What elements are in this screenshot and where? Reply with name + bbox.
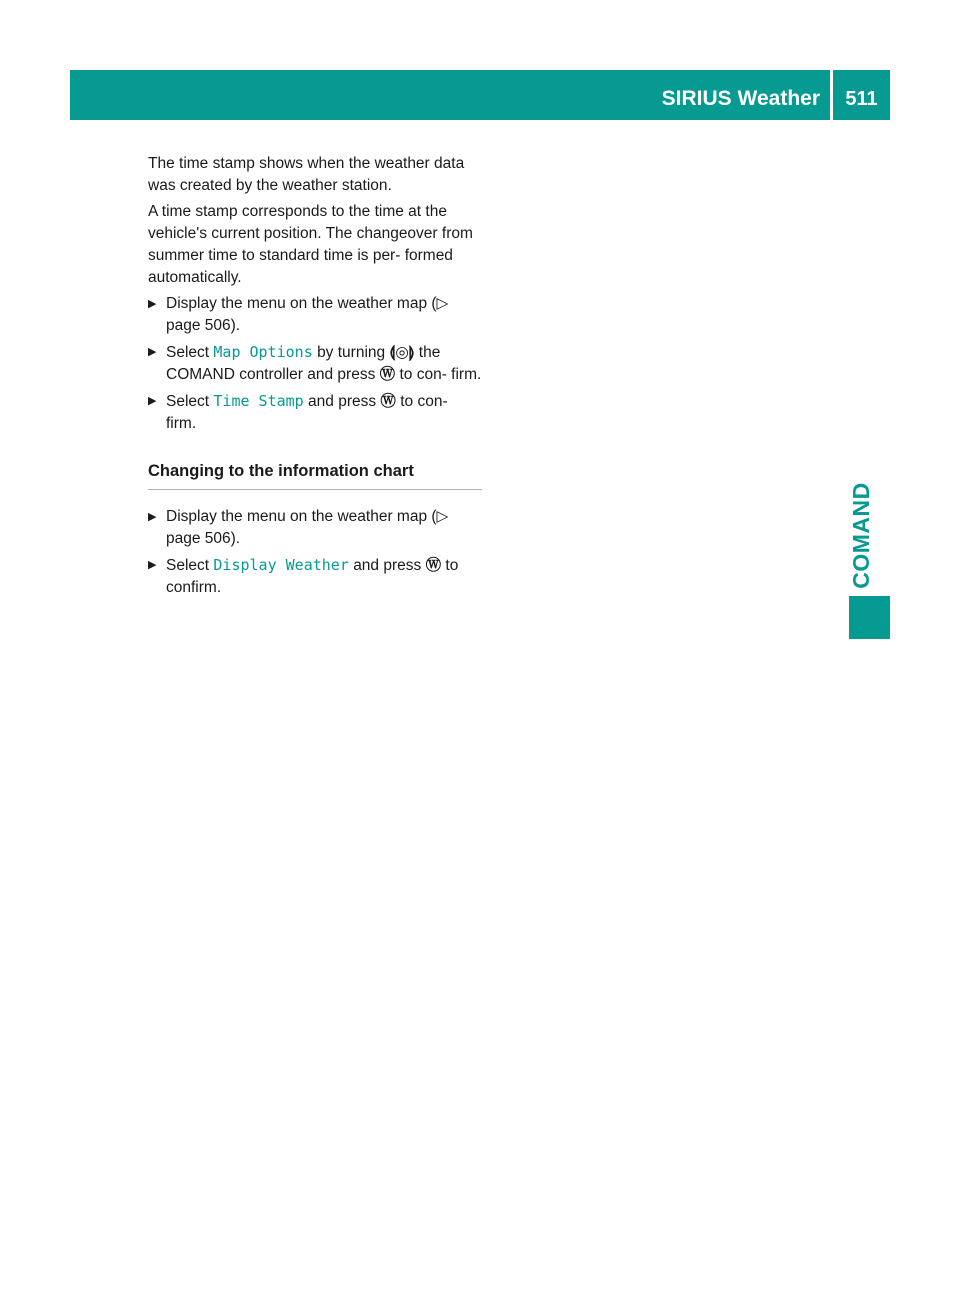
step-display-menu-2 — [148, 506, 482, 550]
step-arrow-icon: ▶ — [148, 346, 157, 358]
step-arrow-icon: ▶ — [148, 559, 157, 571]
step-text: by turning — [317, 344, 386, 361]
menu-option-time-stamp: Time Stamp — [213, 392, 304, 410]
controller-turn-icon: ⟬◎⟭ — [389, 344, 415, 361]
step-arrow-icon: ▶ — [148, 395, 157, 407]
step-text: Select — [166, 557, 210, 574]
step-text: Select — [166, 344, 210, 361]
page-reference: (▷ page 506). — [166, 295, 449, 334]
page-number: 511 — [845, 88, 878, 110]
main-content — [148, 153, 482, 603]
step-arrow-icon: ▶ — [148, 511, 157, 523]
menu-option-display-weather: Display Weather — [213, 556, 349, 574]
step-text: and press — [353, 557, 422, 574]
step-select-map-options — [148, 341, 482, 386]
step-text: to con- firm. — [399, 366, 482, 383]
controller-press-icon: Ⓦ — [380, 393, 396, 410]
step-text: Display the menu on the weather map — [166, 508, 428, 525]
step-display-menu — [148, 293, 482, 337]
controller-press-icon: Ⓦ — [379, 366, 396, 383]
controller-press-icon: Ⓦ — [425, 557, 442, 574]
step-text: Select — [166, 393, 210, 410]
step-select-time-stamp — [148, 390, 482, 435]
section-heading: Changing to the information chart — [148, 460, 482, 490]
side-tab-label: COMAND — [847, 481, 874, 589]
section-title: SIRIUS Weather — [661, 87, 820, 110]
menu-option-map-options: Map Options — [213, 343, 313, 361]
step-text: to confirm. — [166, 557, 459, 596]
page-reference: (▷ page 506). — [166, 508, 449, 547]
step-text: the COMAND controller and press — [166, 344, 441, 383]
side-tab — [843, 480, 879, 590]
side-tab-marker — [849, 596, 890, 639]
step-arrow-icon: ▶ — [148, 298, 157, 310]
step-select-display-weather — [148, 554, 482, 599]
step-text: and press — [308, 393, 377, 410]
step-text: to con- firm. — [166, 393, 448, 432]
paragraph-time-stamp-info: The time stamp shows when the weather data was created by the weather station. — [148, 155, 465, 194]
paragraph-time-stamp-position: A time stamp corresponds to the time at the vehicle's current position. The changeover from summer time to standard time is per- formed automatically. — [148, 203, 473, 286]
step-text: Display the menu on the weather map — [166, 295, 428, 312]
